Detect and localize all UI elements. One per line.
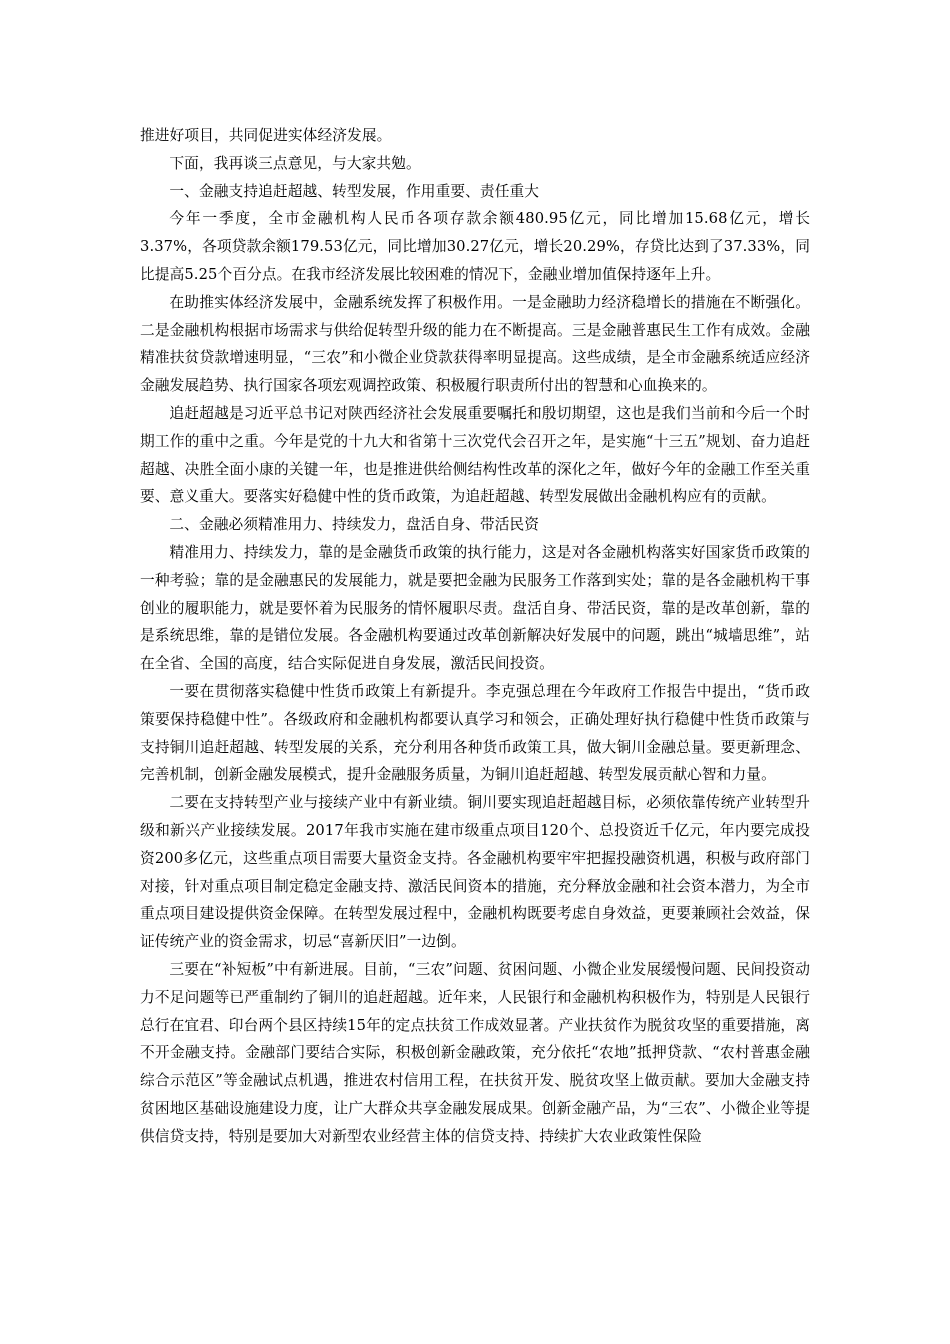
paragraph: 追赶超越是习近平总书记对陕西经济社会发展重要嘱托和殷切期望，这也是我们当前和今后一个时期工作的重中之重。今年是党的十九大和省第十三次党代会召开之年，是实施“十三五”规划、奋力追赶超越、决胜全面小康的关键一年，也是推进供给侧结构性改革的深化之年，做好今年的金融工作至关重要、意义重大。要落实好稳健中性的货币政策，为追赶超越、转型发展做出金融机构应有的贡献。 [140,404,810,506]
section-heading-2: 二、金融必须精准用力、持续发力，盘活自身、带活民资 [169,516,540,534]
paragraph: 在助推实体经济发展中，金融系统发挥了积极作用。一是金融助力经济稳增长的措施在不断强化。二是金融机构根据市场需求与供给促转型升级的能力在不断提高。三是金融普惠民生工作有成效。金融精准扶贫贷款增速明显，“三农”和小微企业贷款获得率明显提高。这些成绩，是全市金融系统适应经济金融发展趋势、执行国家各项宏观调控政策、积极履行职责所付出的智慧和心血换来的。 [140,293,810,395]
paragraph: 一要在贯彻落实稳健中性货币政策上有新提升。李克强总理在今年政府工作报告中提出，“货币政策要保持稳健中性”。各级政府和金融机构都要认真学习和领会，正确处理好执行稳健中性货币政策与支持铜川追赶超越、转型发展的关系，充分利用各种货币政策工具，做大铜川金融总量。要更新理念、完善机制，创新金融发展模式，提升金融服务质量，为铜川追赶超越、转型发展贡献心智和力量。 [140,682,810,784]
paragraph: 三要在“补短板”中有新进展。目前，“三农”问题、贫困问题、小微企业发展缓慢问题、民间投资动力不足问题等已严重制约了铜川的追赶超越。近年来，人民银行和金融机构积极作为，特别是人民银行总行在宜君、印台两个县区持续15年的定点扶贫工作成效显著。产业扶贫作为脱贫攻坚的重要措施，离不开金融支持。金融部门要结合实际，积极创新金融政策，充分依托“农地”抵押贷款、“农村普惠金融综合示范区”等金融试点机遇，推进农村信用工程，在扶贫开发、脱贫攻坚上做贡献。要加大金融支持贫困地区基础设施建设力度，让广大群众共享金融发展成果。创新金融产品，为“三农”、小微企业等提供信贷支持，特别是要加大对新型农业经营主体的信贷支持、持续扩大农业政策性保险 [140,960,810,1145]
paragraph: 精准用力、持续发力，靠的是金融货币政策的执行能力，这是对各金融机构落实好国家货币政策的一种考验；靠的是金融惠民的发展能力，就是要把金融为民服务工作落到实处；靠的是各金融机构干事创业的履职能力，就是要怀着为民服务的情怀履职尽责。盘活自身、带活民资，靠的是改革创新，靠的是系统思维，靠的是错位发展。各金融机构要通过改革创新解决好发展中的问题，跳出“城墙思维”，站在全省、全国的高度，结合实际促进自身发展，激活民间投资。 [140,543,810,673]
paragraph: 下面，我再谈三点意见，与大家共勉。 [169,154,421,172]
section-heading-1: 一、金融支持追赶超越、转型发展，作用重要、责任重大 [169,182,540,200]
paragraph: 二要在支持转型产业与接续产业中有新业绩。铜川要实现追赶超越目标，必须依靠传统产业转型升级和新兴产业接续发展。2017年我市实施在建市级重点项目120个、总投资近千亿元，年内要完成投资200多亿元，这些重点项目需要大量资金支持。各金融机构要牢牢把握投融资机遇，积极与政府部门对接，针对重点项目制定稳定金融支持、激活民间资本的措施，充分释放金融和社会资本潜力，为全市重点项目建设提供资金保障。在转型发展过程中，金融机构既要考虑自身效益，更要兼顾社会效益，保证传统产业的资金需求，切忌“喜新厌旧”一边倒。 [140,794,810,951]
document-page [140,122,810,1150]
paragraph: 今年一季度，全市金融机构人民币各项存款余额480.95亿元，同比增加15.68亿元，增长3.37%，各项贷款余额179.53亿元，同比增加30.27亿元，增长20.29%，存贷比达到了37.33%，同比提高5.25个百分点。在我市经济发展比较困难的情况下，金融业增加值保持逐年上升。 [140,210,810,283]
paragraph: 推进好项目，共同促进实体经济发展。 [140,127,392,144]
